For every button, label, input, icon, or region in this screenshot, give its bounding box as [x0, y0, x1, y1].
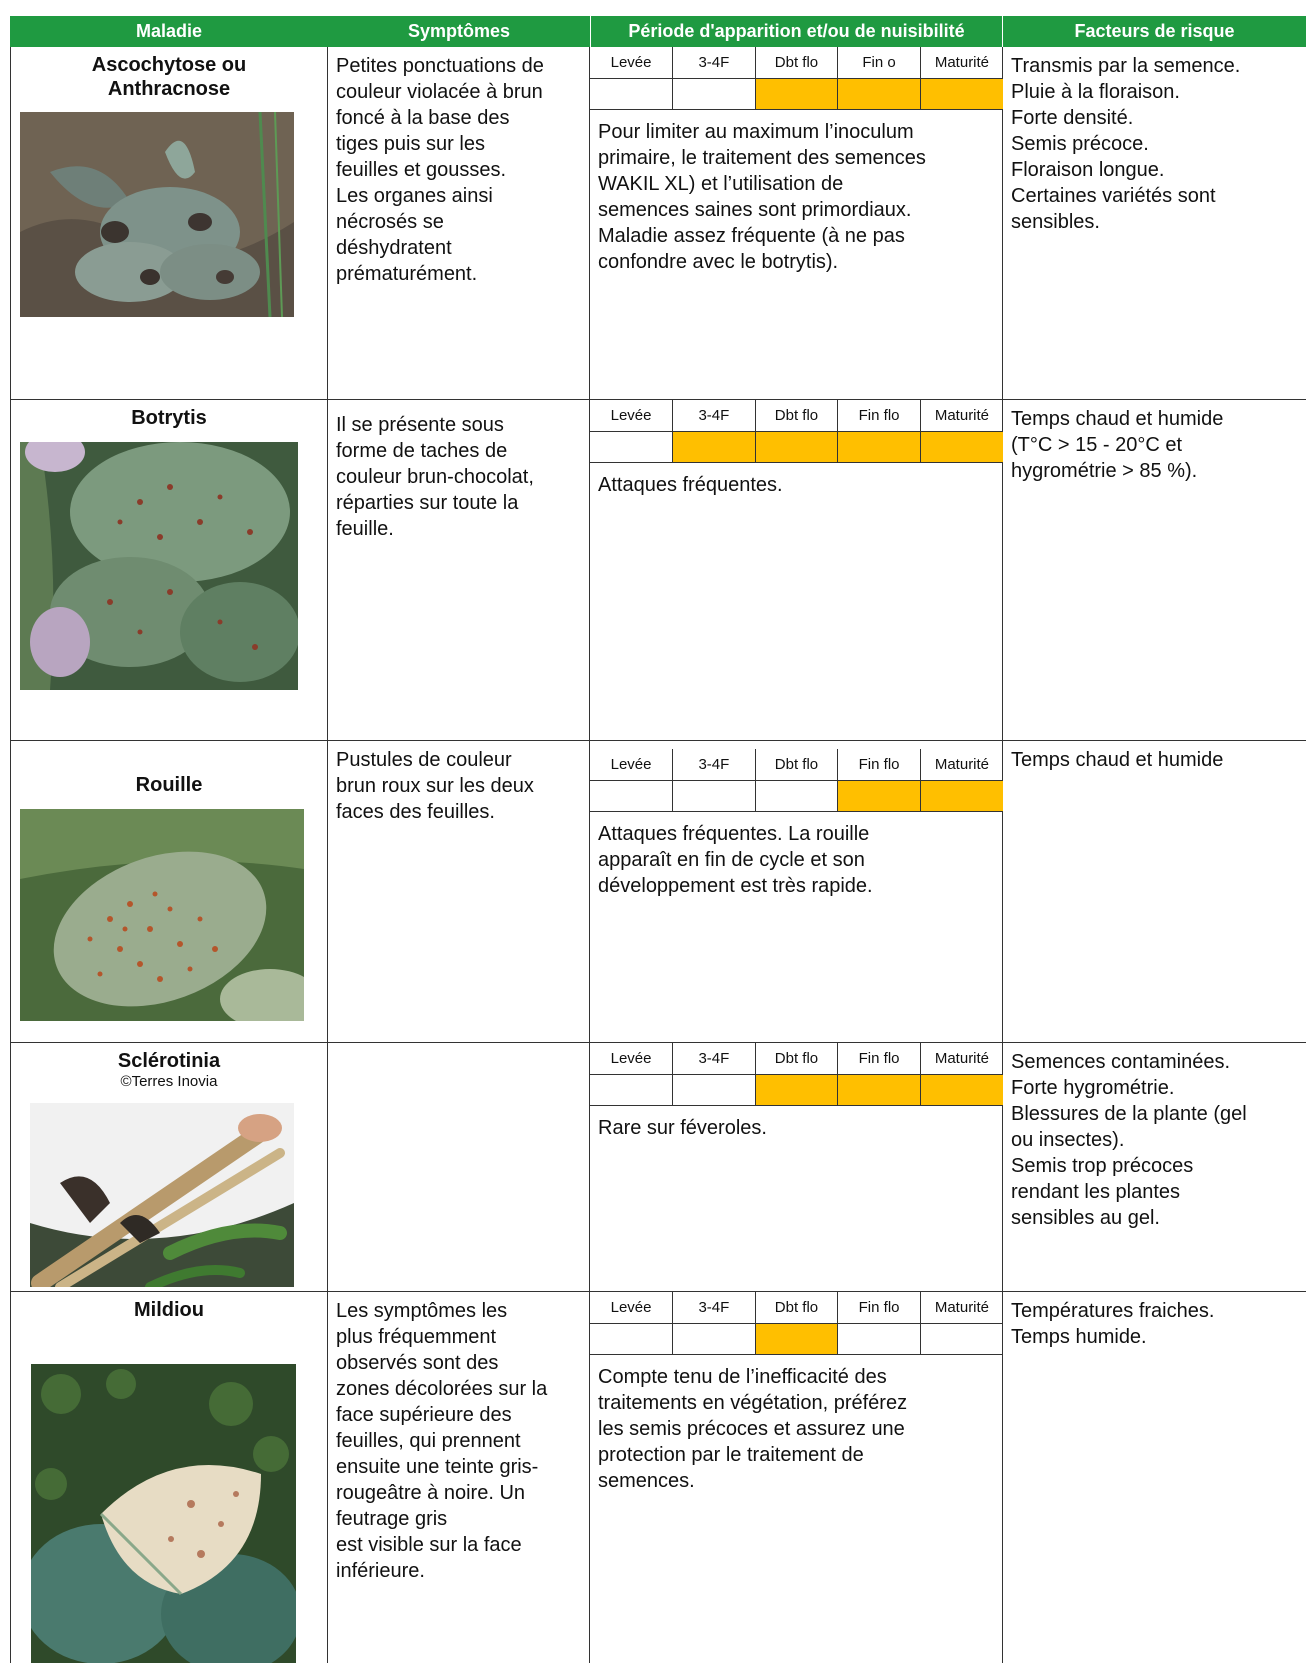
stage-label: 3-4F: [673, 1292, 756, 1323]
stage-label: Fin flo: [838, 1043, 921, 1074]
stage-label: Levée: [590, 749, 673, 780]
period-bar-active: [838, 1074, 921, 1105]
header-symptomes: Symptômes: [328, 16, 590, 47]
period-bar-empty: [590, 1323, 673, 1354]
period-note: Compte tenu de l’inefficacité des traitements en végétation, préférez les semis précoces et assurez une protection par le traitement de semences.: [598, 1366, 908, 1492]
symptoms-text: [328, 1043, 589, 1049]
period-bar-active: [838, 780, 921, 811]
period-bar-empty: [673, 1323, 756, 1354]
header-maladie: Maladie: [10, 16, 328, 47]
ascochytose-photo: [20, 112, 294, 317]
stage-label: Dbt flo: [755, 1292, 838, 1323]
stage-label: Dbt flo: [755, 47, 838, 78]
table-row: [10, 1043, 1306, 1292]
stage-label: Levée: [590, 400, 673, 431]
stage-label: Maturité: [920, 1292, 1003, 1323]
stage-label: Dbt flo: [755, 1043, 838, 1074]
period-note: Rare sur féveroles.: [598, 1117, 767, 1139]
period-bar-empty: [838, 1323, 921, 1354]
period-timeline: [590, 1292, 1003, 1354]
risk-factors: Semences contaminées. Forte hygrométrie. Blessures de la plante (gel ou insectes). Semis trop précoces rendant les plantes sensibles au gel.: [1011, 1051, 1247, 1229]
risk-factors: Temps chaud et humide (T°C > 15 - 20°C et hygrométrie > 85 %).: [1011, 408, 1224, 482]
period-note: Pour limiter au maximum l’inoculum primaire, le traitement des semences WAKIL XL) et l’utilisation de semences saines sont primordiaux. Maladie assez fréquente (à ne pas confondre avec le botrytis).: [598, 121, 926, 273]
period-timeline: [590, 47, 1003, 109]
botrytis-photo: [20, 442, 298, 690]
mildiou-photo: [31, 1364, 296, 1663]
symptoms-text: Il se présente sous forme de taches de couleur brun-chocolat, réparties sur toute la feuille.: [336, 414, 534, 540]
risk-factors: Temps chaud et humide: [1011, 749, 1224, 771]
stage-label: Levée: [590, 1043, 673, 1074]
symptoms-text: Petites ponctuations de couleur violacée à brun foncé à la base des tiges puis sur les feuilles et gousses. Les organes ainsi nécrosés se déshydratent prématurément.: [336, 55, 544, 285]
period-bar-active: [838, 431, 921, 462]
period-bar-active: [920, 78, 1003, 109]
period-bar-empty: [755, 780, 838, 811]
period-bar-active: [755, 1323, 838, 1354]
period-note: Attaques fréquentes.: [598, 474, 783, 496]
stage-label: Maturité: [920, 749, 1003, 780]
stage-label: 3-4F: [673, 400, 756, 431]
stage-label: Fin flo: [838, 400, 921, 431]
risk-factors: Températures fraiches. Temps humide.: [1011, 1300, 1215, 1348]
period-timeline: [590, 400, 1003, 462]
stage-label: 3-4F: [673, 47, 756, 78]
stage-label: Dbt flo: [755, 749, 838, 780]
stage-label: Maturité: [920, 1043, 1003, 1074]
stage-label: Fin o: [838, 47, 921, 78]
photo-credit: ©Terres Inovia: [120, 1073, 218, 1090]
period-timeline: [590, 1043, 1003, 1105]
table-row: [10, 47, 1306, 400]
period-bar-active: [838, 78, 921, 109]
table-row: [10, 1292, 1306, 1663]
symptoms-text: Les symptômes les plus fréquemment observés sont des zones décolorées sur la face supérieure des feuilles, qui prennent ensuite une teinte gris- rougeâtre à noire. Un feutrage gris est visible sur la face inférieure.: [336, 1300, 548, 1582]
header-periode: Période d'apparition et/ou de nuisibilité: [590, 16, 1003, 47]
sclerotinia-photo: [30, 1103, 294, 1287]
period-bar-empty: [673, 1074, 756, 1105]
period-bar-active: [673, 431, 756, 462]
period-bar-active: [755, 78, 838, 109]
stage-label: 3-4F: [673, 1043, 756, 1074]
stage-label: Levée: [590, 47, 673, 78]
period-note: Attaques fréquentes. La rouille apparaît en fin de cycle et son développement est très rapide.: [598, 823, 873, 897]
stage-label: Fin flo: [838, 749, 921, 780]
period-bar-active: [755, 1074, 838, 1105]
table-row: [10, 741, 1306, 1043]
period-bar-active: [755, 431, 838, 462]
period-bar-empty: [590, 431, 673, 462]
disease-name: Mildiou: [134, 1299, 204, 1321]
period-bar-active: [920, 1074, 1003, 1105]
rouille-photo: [20, 809, 304, 1021]
risk-factors: Transmis par la semence. Pluie à la floraison. Forte densité. Semis précoce. Floraison longue. Certaines variétés sont sensibles.: [1011, 55, 1241, 233]
stage-label: Fin flo: [838, 1292, 921, 1323]
period-bar-empty: [673, 780, 756, 811]
disease-name: Botrytis: [131, 407, 207, 429]
table-row: [10, 400, 1306, 741]
period-bar-empty: [590, 780, 673, 811]
period-bar-empty: [590, 1074, 673, 1105]
period-timeline: [590, 749, 1003, 811]
stage-label: 3-4F: [673, 749, 756, 780]
disease-name: Ascochytose ou Anthracnose: [91, 54, 247, 100]
period-bar-empty: [673, 78, 756, 109]
disease-name: Rouille: [135, 774, 203, 796]
symptoms-text: Pustules de couleur brun roux sur les deux faces des feuilles.: [336, 749, 534, 823]
disease-name: Sclérotinia: [117, 1050, 221, 1072]
header-facteurs: Facteurs de risque: [1003, 16, 1306, 47]
period-bar-empty: [590, 78, 673, 109]
stage-label: Levée: [590, 1292, 673, 1323]
period-bar-empty: [920, 1323, 1003, 1354]
stage-label: Maturité: [920, 400, 1003, 431]
stage-label: Maturité: [920, 47, 1003, 78]
period-bar-active: [920, 431, 1003, 462]
period-bar-active: [920, 780, 1003, 811]
stage-label: Dbt flo: [755, 400, 838, 431]
